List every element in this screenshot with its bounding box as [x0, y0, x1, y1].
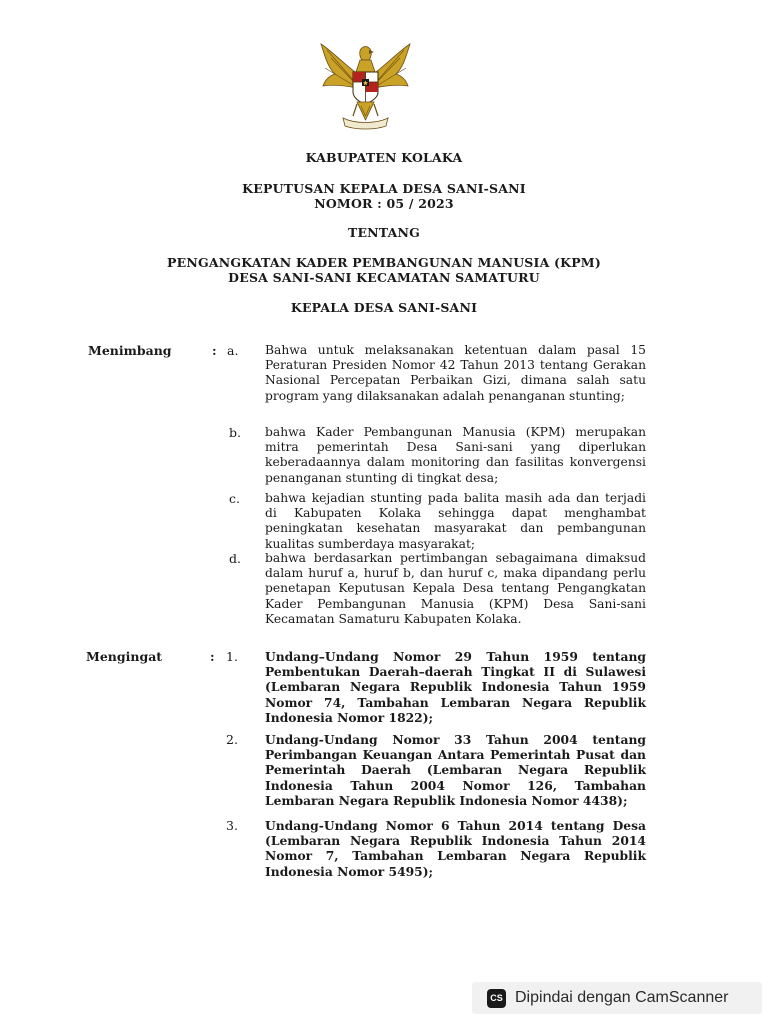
menimbang-item-text: bahwa berdasarkan pertimbangan sebagaimana dimaksud dalam huruf a, huruf b, dan huruf c, maka dipandang perlu penetapan Keputusan Kepala Desa tentang Pengangkatan Kader Pembangunan Manusia (KPM) Desa Sani-sani Kecamatan Samaturu Kabupaten Kolaka.	[265, 551, 646, 626]
decree-number: NOMOR : 05 / 2023	[314, 196, 454, 211]
subject-line-2: DESA SANI-SANI KECAMATAN SAMATURU	[228, 270, 540, 285]
mengingat-item-text: Undang-Undang Nomor 6 Tahun 2014 tentang Desa (Lembaran Negara Republik Indonesia Tahun 2014 Nomor 7, Tambahan Lembaran Negara Republik Indonesia Nomor 5495);	[265, 818, 646, 879]
camscanner-icon: CS	[487, 989, 506, 1008]
menimbang-marker: d.	[229, 551, 241, 566]
menimbang-marker: b.	[229, 425, 241, 440]
menimbang-item-text: bahwa kejadian stunting pada balita masih ada dan terjadi di Kabupaten Kolaka sehingga dapat menghambat peningkatan kesehatan masyarakat dan pembangunan kualitas sumberdaya masyarakat;	[265, 491, 646, 551]
mengingat-marker: 1.	[226, 649, 238, 664]
menimbang-marker: a.	[227, 343, 239, 358]
menimbang-item-text: Bahwa untuk melaksanakan ketentuan dalam pasal 15 Peraturan Presiden Nomor 42 Tahun 2013 tentang Gerakan Nasional Percepatan Perbaikan Gizi, dimana salah satu program yang dilaksanakan adalah penanganan stunting;	[265, 343, 646, 403]
regency-heading: KABUPATEN KOLAKA	[305, 150, 463, 165]
about-heading: TENTANG	[347, 225, 421, 240]
menimbang-label: Menimbang	[88, 343, 172, 358]
menimbang-item-text: bahwa Kader Pembangunan Manusia (KPM) merupakan mitra pemerintah Desa Sani-sani yang diperlukan keberadaannya dalam monitoring dan fasilitas konvergensi penanganan stunting di tingkat desa;	[265, 425, 646, 485]
issuer-heading: KEPALA DESA SANI-SANI	[290, 300, 478, 315]
camscanner-text: Dipindai dengan CamScanner	[515, 989, 729, 1006]
mengingat-marker: 2.	[226, 732, 238, 747]
menimbang-colon: :	[212, 343, 217, 358]
camscanner-watermark	[472, 982, 762, 1014]
mengingat-item-text: Undang-Undang Nomor 33 Tahun 2004 tentang Perimbangan Keuangan Antara Pemerintah Pusat dan Pemerintah Daerah (Lembaran Negara Republik Indonesia Tahun 2004 Nomor 126, Tambahan Lembaran Negara Republik Indonesia Nomor 4438);	[265, 732, 646, 808]
decree-title: KEPUTUSAN KEPALA DESA SANI-SANI	[242, 181, 526, 196]
mengingat-colon: :	[210, 649, 215, 664]
menimbang-marker: c.	[229, 491, 240, 506]
mengingat-label: Mengingat	[86, 649, 163, 664]
mengingat-item-text: Undang–Undang Nomor 29 Tahun 1959 tentang Pembentukan Daerah–daerah Tingkat II di Sulawesi (Lembaran Negara Republik Indonesia Tahun 1959 Nomor 74, Tambahan Lembaran Negara Republik Indonesia Nomor 1822);	[265, 649, 646, 725]
subject-line-1: PENGANGKATAN KADER PEMBANGUNAN MANUSIA (KPM)	[167, 255, 601, 270]
mengingat-marker: 3.	[226, 818, 238, 833]
garuda-emblem	[313, 38, 418, 130]
